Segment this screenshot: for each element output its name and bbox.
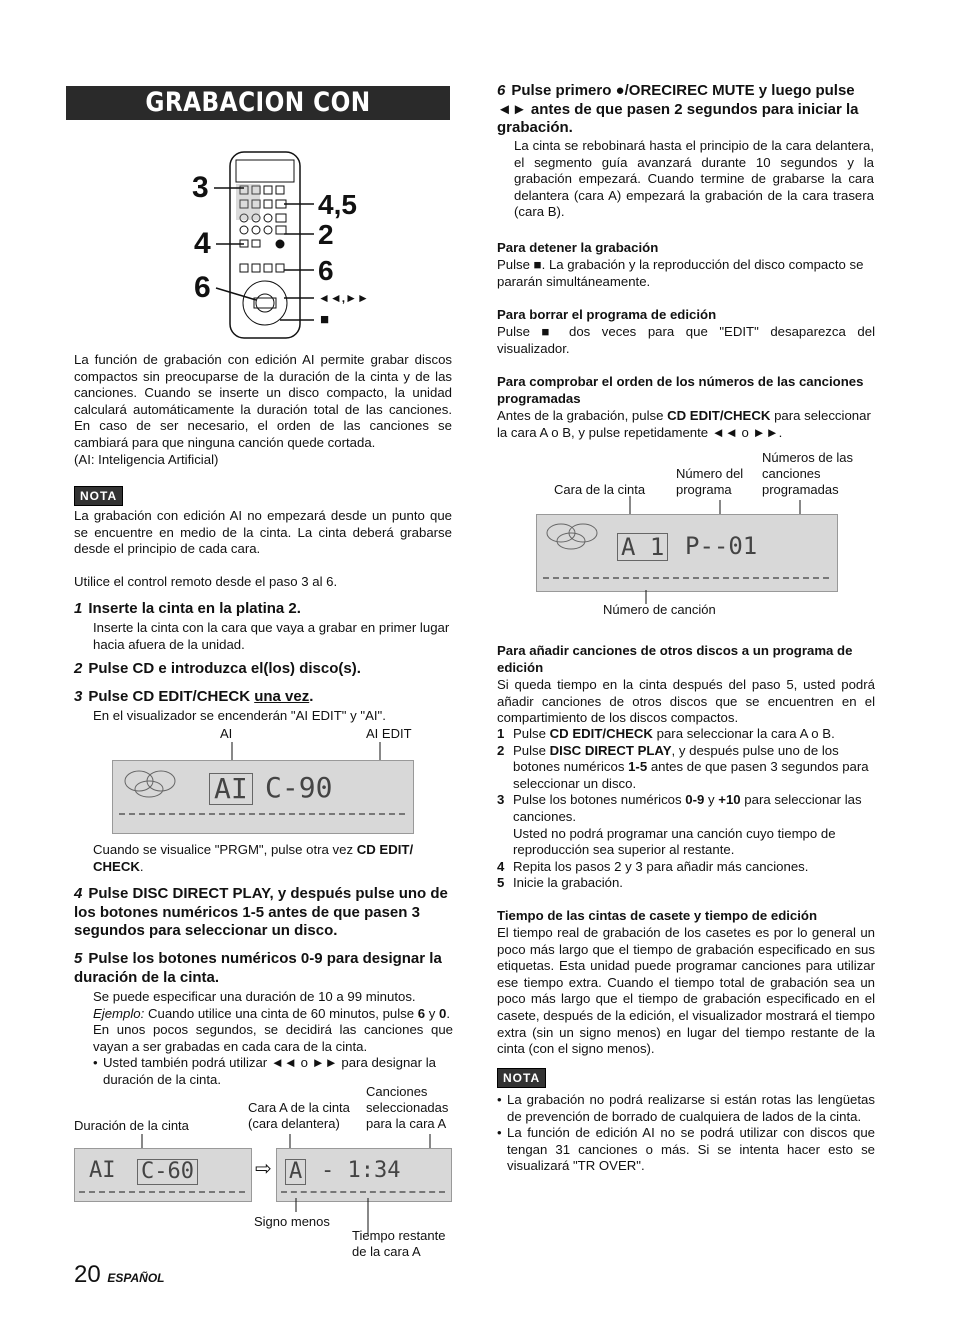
step-5-body: Se puede especificar una duración de 10 a 99 minutos. Ejemplo: Cuando utilice una cinta de 60 minutos, pulse 6 y 0. En unos pocos segundos, se decidirá las canciones que vayan a ser grabadas en cada cara de la cinta. • Usted también podrá utilizar ◄◄ o ►► para designar la duración de la cinta. [93,989,453,1089]
callout-3: 3 [192,171,209,204]
intro-text: La función de grabación con edición AI permite grabar discos compactos sin preocuparse de la duración de la cinta y de las canciones. Cuando se inserte un disco compacto, la unidad calculará automáticamente la duración total de las canciones. En caso de ser necesario, el orden de las canciones se cambiará para que ninguna canción quede cortada. [74,352,452,450]
label-ai: AI [220,726,233,741]
comprobar-text: Antes de la grabación, pulse CD EDIT/CHECK para seleccionar la cara A o B, y pulse repetidamente ◄◄ o ►►. [497,408,871,440]
lcd-2-left: AI [89,1158,116,1183]
step-3-text: En el visualizador se encenderán "AI EDIT" y "AI". [93,708,386,723]
callout-2: 2 [318,219,334,250]
intro-ai-note: (AI: Inteligencia Artificial) [74,451,219,467]
step-3-heading: 3 Pulse CD EDIT/CHECK una vez. [74,688,314,705]
anadir-text: Si queda tiempo en la cinta después del paso 5, usted podrá añadir canciones de otros discos que se encuentren en el compartimiento de los discos compactos. [497,677,875,726]
step-6-heading: 6 Pulse primero ●/ORECIREC MUTE y luego pulse ◄► antes de que pasen 2 segundos para iniciar la grabación. [497,82,859,136]
lcd-2-right: C-60 [137,1159,198,1185]
list-item: 2 Pulse DISC DIRECT PLAY, y después pulse uno de los botones numéricos 1-5 antes de que pasen 3 segundos para seleccionar un disco. [497,742,869,791]
step-1-heading: 1 Inserte la cinta en la platina 2. [74,600,301,617]
lcd-2-dashes [79,1191,245,1193]
list-item: 4 Repita los pasos 2 y 3 para añadir más canciones. [497,858,809,874]
step-1-text: Inserte la cinta con la cara que vaya a grabar en primer lugar hacia afuera de la unidad. [93,620,450,652]
lcd-display-1 [112,760,414,834]
nota-badge-1: NOTA [74,486,123,506]
lcd-display-2 [74,1148,252,1202]
step-3-after: Cuando se visualice "PRGM", pulse otra vez CD EDIT/ CHECK. [93,842,414,874]
lcd-4-right: P--01 [685,532,758,560]
nota-badge-2: NOTA [497,1068,546,1088]
label-tiempo-restante: Tiempo restante de la cara A [352,1228,446,1259]
callout-4-5: 4,5 [318,189,357,220]
label-signo-menos: Signo menos [254,1214,330,1229]
callout-6-right: 6 [318,255,334,286]
lcd-1-dashes [119,813,405,815]
lcd-display-3 [276,1148,452,1202]
disc-icon-2 [543,521,603,551]
section-title: GRABACION CON EDICION AI [145,87,371,152]
lcd-4-left: A 1 [617,533,668,561]
detener-heading: Para detener la grabación [497,240,659,255]
label-numero-cancion: Número de canción [603,602,716,617]
label-numeros-canciones: Números de las canciones programadas [762,450,854,497]
label-canciones: Canciones seleccionadas para la cara A [366,1084,449,1131]
lcd-3-right: - 1:34 [321,1158,401,1183]
lcd-display-4 [536,514,838,592]
tiempo-text: El tiempo real de grabación de los casetes es por lo general un poco más largo que el tiempo de grabación especificado en sus etiquetas. Esta unidad puede programar canciones para utilizar ese tiempo extra. Cuando el tiempo total de grabación sea un poco más largo que el tiempo de grabación especificado en el casete, después de la edición, el visualizador mostrará el tiempo extra (sin un signo menos) en lugar del tiempo restante de la cinta (con el signo menos). [497,925,875,1057]
step-5-heading: 5 Pulse los botones numéricos 0-9 para designar la duración de la cinta. [74,950,442,986]
nota-1-text: La grabación con edición AI no empezará desde un punto que se encuentre en medio de la cinta. La cinta deberá grabarse desde el principio de cada cara. [74,508,452,557]
lcd-1-leader-lines [230,742,400,762]
list-item: 3 Pulse los botones numéricos 0-9 y +10 para seleccionar las canciones. Usted no podrá programar una canción cuyo tiempo de reproducción sea superior al restante. [497,792,862,858]
list-item: 1 Pulse CD EDIT/CHECK para seleccionar la cara A o B. [497,726,835,741]
intro-block [74,352,452,468]
remote-note: Utilice el control remoto desde el paso 3 al 6. [74,574,338,589]
detener-text: Pulse ■. La grabación y la reproducción del disco compacto se pararán simultáneamente. [497,257,864,289]
label-cara-cinta: Cara de la cinta [554,482,646,497]
lcd-3-left: A [285,1159,306,1185]
anadir-list [497,726,875,892]
lcd-1-left: AI [209,773,253,805]
borrar-text: Pulse ■ dos veces para que "EDIT" desaparezca del visualizador. [497,324,875,356]
disc-icon [121,767,181,799]
step-4-heading: 4 Pulse DISC DIRECT PLAY, y después pulse uno de los botones numéricos 1-5 antes de que pasen 3 segundos para seleccionar un disco. [74,885,448,939]
lcd-3-dashes [281,1191,445,1193]
nota-2-list: • La grabación no podrá realizarse si están rotas las lengüetas de prevención de borrado de cualquiera de lados de la cinta. • La función de edición AI no se podrá utilizar con discos que tengan 31 canciones o más. Si se intenta hacer esto se visualizará "TR OVER". [497,1092,875,1175]
lcd-1-right: C-90 [265,771,333,804]
section-title-banner [66,86,450,152]
lcd-4-dashes [543,577,829,579]
callout-6-left: 6 [194,271,211,304]
label-duracion: Duración de la cinta [74,1118,189,1133]
list-item: 5 Inicie la grabación. [497,875,623,891]
callout-stop: ■ [320,311,330,328]
comprobar-heading: Para comprobar el orden de los números de las canciones programadas [497,374,864,406]
label-cara-a: Cara A de la cinta (cara delantera) [248,1100,350,1131]
callout-4: 4 [194,227,211,260]
step-2-heading: 2 Pulse CD e introduzca el(los) disco(s). [74,660,361,677]
anadir-heading: Para añadir canciones de otros discos a un programa de edición [497,643,853,675]
label-ai-edit: AI EDIT [366,726,412,741]
callout-skip: ◄◄,►► [318,291,369,305]
step-6-text: La cinta se rebobinará hasta el principio de la cara delantera, el segmento guía avanzará durante 10 segundos y la grabación empezará. Cuando termine de grabarse la cara delantera (cara A) empezará la grabación de la cara trasera (cara B). [514,138,874,220]
label-numero-programa: Número del programa [676,466,744,497]
borrar-heading: Para borrar el programa de edición [497,307,717,322]
arrow-icon: ⇨ [255,1158,272,1180]
tiempo-heading: Tiempo de las cintas de casete y tiempo de edición [497,908,818,923]
page-number: 20 ESPAÑOL [74,1261,165,1288]
